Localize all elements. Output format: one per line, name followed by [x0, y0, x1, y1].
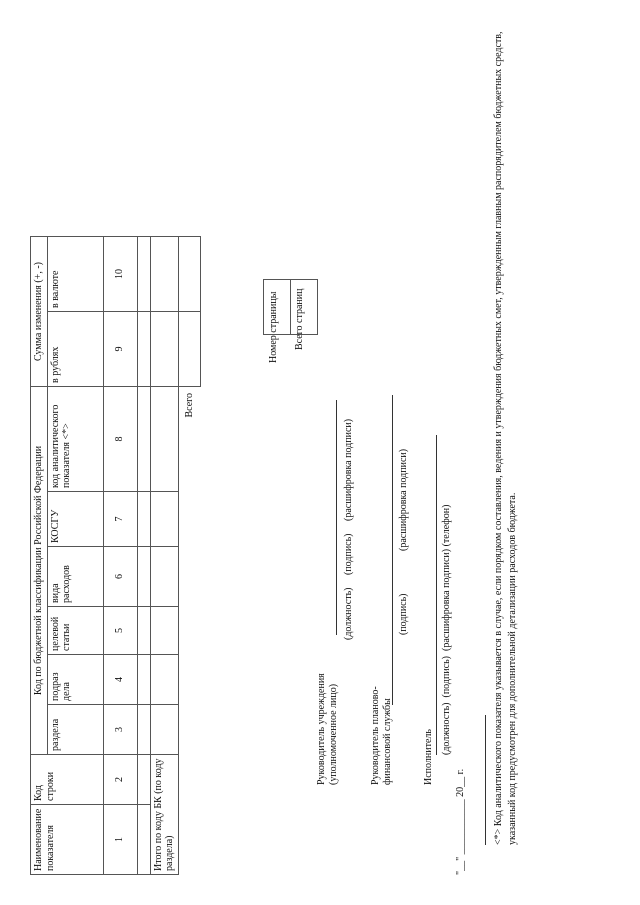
bk-header: Код по бюджетной классификации Российской Федерации — [31, 387, 48, 755]
bk-target-header: целевой статьи — [47, 607, 103, 655]
head-signature-line — [336, 400, 337, 635]
footnote-text: <*> Код аналитического показателя указывается в случае, если порядком составления, ведения и утверждения бюджетных смет, утвержденным главным распорядителем бюджетных средств, указанный код предусмотрен для дополнительной детализации расходов бюджета. — [493, 31, 518, 845]
head-signature-label: Руководитель учреждения (уполномоченное лицо) — [316, 673, 339, 785]
bk-section-header: раздела — [47, 705, 103, 755]
sum-rub-header: в рублях — [47, 312, 103, 387]
total-row — [150, 237, 178, 875]
head-signature-captions: (должность) (подпись) (расшифровка подписи) — [343, 418, 354, 640]
exec-signature-label: Исполнитель — [423, 729, 434, 785]
bk-kosgu-header: КОСГУ — [47, 492, 103, 547]
column-numbers-row — [103, 237, 137, 875]
col-name-header: Наименование показателя — [31, 805, 104, 875]
col-num: 3 — [103, 705, 137, 755]
col-num: 6 — [103, 547, 137, 607]
col-num: 1 — [103, 805, 137, 875]
fin-signature-line — [392, 395, 393, 705]
page-number-label: Номер страницы — [268, 291, 279, 363]
col-num: 10 — [103, 237, 137, 312]
col-num: 7 — [103, 492, 137, 547]
sum-cur-header: в валюте — [47, 237, 103, 312]
col-num: 2 — [103, 755, 137, 805]
col-code-header: Код строки — [31, 755, 104, 805]
bk-expense-header: вида расходов — [47, 547, 103, 607]
total-row-label: Итого по коду БК (по коду раздела) — [150, 755, 178, 875]
exec-signature-captions: (должность) (подпись) (расшифровка подписи) (телефон) — [441, 504, 452, 755]
fin-signature-captions: (подпись) (расшифровка подписи) — [398, 448, 409, 635]
col-num: 8 — [103, 387, 137, 492]
col-num: 5 — [103, 607, 137, 655]
grand-total-label: Всего — [183, 393, 195, 418]
budget-change-table — [30, 236, 201, 875]
bk-subsection-header: подраз дела — [47, 655, 103, 705]
signature-date: "__" ___________ 20__ г. — [455, 768, 466, 875]
fin-signature-label: Руководитель планово-финансовой службы — [370, 686, 393, 785]
bk-analytic-header: код аналитического показателя <*> — [47, 387, 103, 492]
grand-total-row — [178, 237, 200, 875]
exec-signature-line — [436, 435, 437, 755]
col-num: 9 — [103, 312, 137, 387]
footnote-separator — [485, 715, 486, 845]
page-total-label: Всего страниц — [294, 288, 305, 350]
col-num: 4 — [103, 655, 137, 705]
sum-header: Сумма изменения (+, -) — [31, 237, 48, 387]
table-row — [137, 237, 150, 875]
